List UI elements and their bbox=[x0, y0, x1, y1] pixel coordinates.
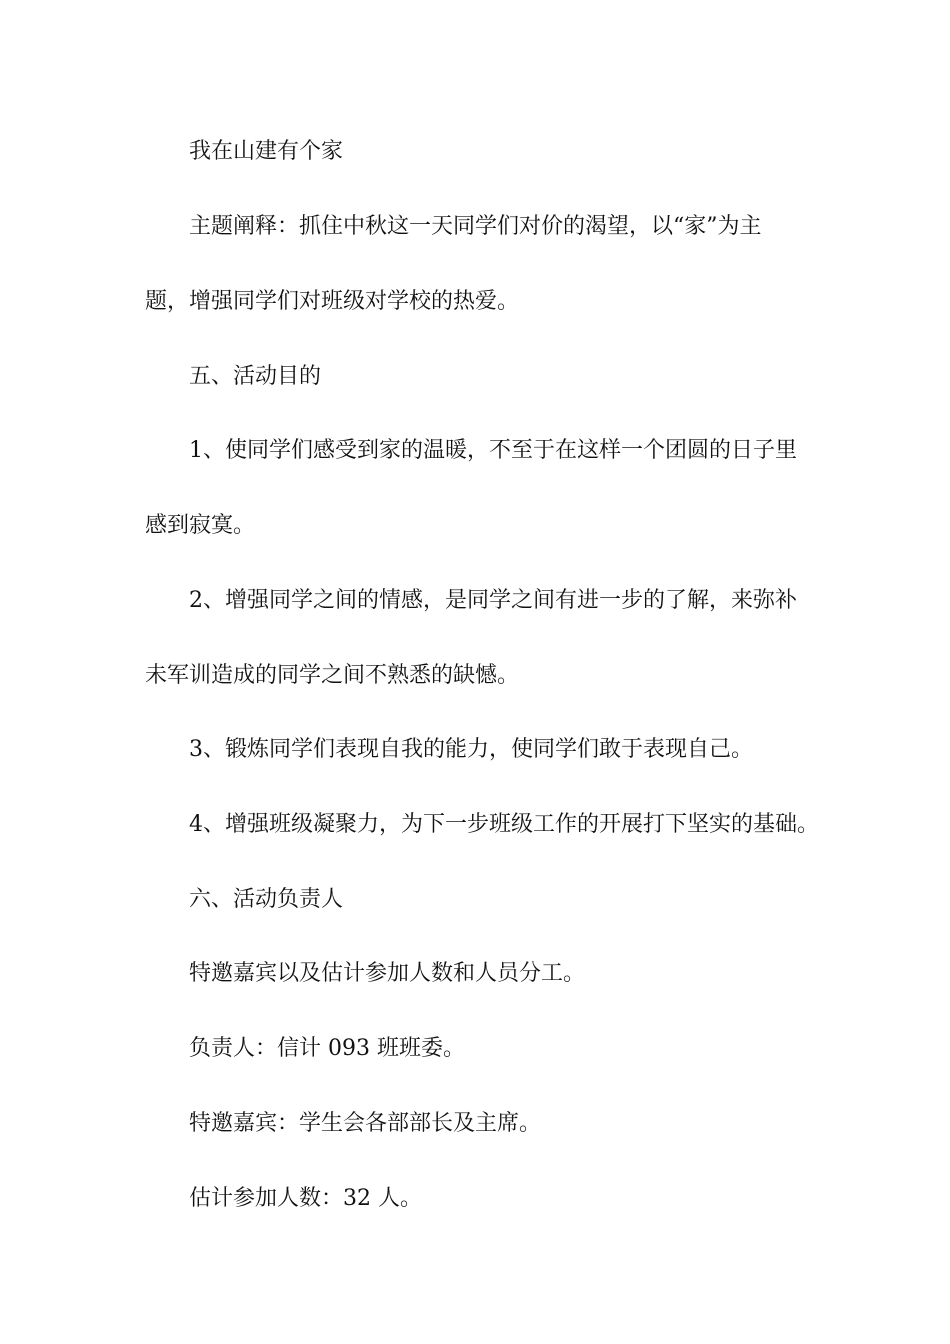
list-item-purpose-1: 1、使同学们感受到家的温暖，不至于在这样一个团圆的日子里 bbox=[189, 438, 797, 463]
text-line-attendance: 估计参加人数：32 人。 bbox=[189, 1186, 422, 1211]
text-line-title: 我在山建有个家 bbox=[189, 139, 344, 164]
text-line-leader: 负责人：信计 093 班班委。 bbox=[189, 1036, 465, 1061]
list-item-purpose-4: 4、增强班级凝聚力，为下一步班级工作的开展打下坚实的基础。 bbox=[189, 812, 819, 837]
section-heading-purpose: 五、活动目的 bbox=[189, 364, 322, 389]
list-item-purpose-3: 3、锻炼同学们表现自我的能力，使同学们敢于表现自己。 bbox=[189, 737, 753, 762]
text-line-theme: 主题阐释：抓住中秋这一天同学们对价的渴望，以“家”为主 bbox=[189, 214, 762, 239]
text-line-guests-intro: 特邀嘉宾以及估计参加人数和人员分工。 bbox=[189, 961, 586, 986]
list-item-purpose-2: 2、增强同学之间的情感，是同学之间有进一步的了解，来弥补 bbox=[189, 588, 797, 613]
section-heading-leaders: 六、活动负责人 bbox=[189, 887, 344, 912]
text-line-theme-cont: 题，增强同学们对班级对学校的热爱。 bbox=[145, 289, 520, 314]
list-item-purpose-2-cont: 未军训造成的同学之间不熟悉的缺憾。 bbox=[145, 663, 520, 688]
list-item-purpose-1-cont: 感到寂寞。 bbox=[145, 513, 256, 538]
text-line-guests: 特邀嘉宾：学生会各部部长及主席。 bbox=[189, 1111, 542, 1136]
